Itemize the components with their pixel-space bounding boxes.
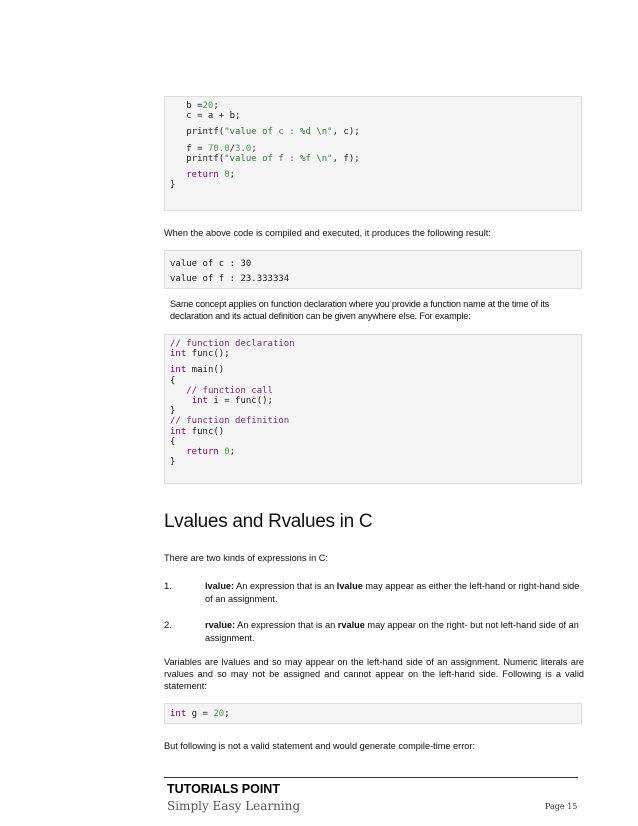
code-token: , c); [332,127,360,138]
page-number: Page 15 [545,802,578,811]
list-text: may appear on the right- but not left-hand side of an assignment. [205,620,579,643]
list-text: may appear as either the left-hand or right-hand side of an assignment. [205,581,580,604]
code-token [170,396,192,406]
code-line [170,709,576,719]
code-token: c = a + b; [170,111,241,122]
code-token [170,170,186,180]
code-token: printf( [170,153,225,164]
code-block-2 [164,334,582,484]
code-token: return [186,446,219,457]
code-line [170,154,576,164]
code-line [170,437,576,447]
code-token: } [170,180,176,191]
code-token: } [170,406,176,417]
code-line [170,111,576,121]
code-token: int [170,349,187,360]
code-line [170,365,576,375]
code-line [170,447,576,457]
code-token: 20 [202,101,214,111]
code-line [170,180,576,190]
section-heading: Lvalues and Rvalues in C [164,511,373,532]
code-token: func() [186,426,225,437]
paragraph-invalid-statement: But following is not a valid statement and would generate compile-time error: [164,741,476,751]
code-token: main() [186,365,225,376]
code-token: { [170,436,176,447]
code-token: int [191,395,208,406]
code-token: // function declaration [170,339,295,349]
code-block-1 [164,96,582,211]
code-token: b [170,101,198,111]
code-token: = [197,101,203,111]
code-token: "value of f : %f \n" [224,153,333,164]
code-token: // function call [186,385,273,396]
code-token: 3.0 [235,143,252,154]
list-item-lvalue [205,580,582,606]
code-line [170,101,576,111]
code-token: g = [186,709,214,719]
output-line: value of f : 23.333334 [170,274,290,284]
code-token: 0 [224,169,230,180]
code-token: "value of c : %d \n" [224,127,333,138]
footer-tagline: Simply Easy Learning [167,799,301,813]
code-token: 20 [213,709,225,719]
code-line [170,406,576,416]
paragraph-result-intro: When the above code is compiled and executed, it produces the following result: [164,228,491,238]
code-token: printf( [170,127,225,138]
paragraph-two-kinds: There are two kinds of expressions in C: [164,553,328,563]
code-line [170,427,576,437]
code-token: ; [229,446,236,457]
code-line [170,127,576,137]
list-number-2: 2. [164,620,172,631]
footer-divider [164,777,578,778]
code-token: { [170,375,176,386]
code-token: // function definition [170,416,290,427]
code-block-3 [164,703,582,724]
list-item-rvalue [205,619,582,645]
code-token: 70.0 [207,143,230,154]
output-line: value of c : 30 [170,259,252,269]
code-token: int [170,426,187,437]
paragraph-lvalues-explanation: Variables are lvalues and so may appear on the left-hand side of an assignment. Numeric literals are rvalues and so may not be assigned and cannot appear on the left-hand side. Following is a valid statement: [164,657,584,691]
code-token: int [170,365,187,376]
code-token: return [186,169,219,180]
list-term: lvalue: [205,581,235,591]
list-term: rvalue: [205,620,236,630]
code-token: int [170,709,187,719]
list-text: An expression that is an [235,620,338,630]
footer-brand: TUTORIALS POINT [167,782,280,796]
code-token [170,447,186,457]
code-token: ; [229,169,236,180]
code-token: } [170,457,176,468]
code-token: , f); [332,153,360,164]
list-bold-word: rvalue [337,620,365,630]
code-token: i = func(); [207,395,273,406]
code-line [170,416,576,426]
paragraph-function-declaration: Same concept applies on function declaration where you provide a function name at the time of its declaration and its actual definition can be given anywhere else. For example: [170,299,549,321]
code-line [170,386,576,396]
list-bold-word: lvalue [336,581,363,591]
code-line [170,339,576,349]
code-token: ; [251,143,257,154]
code-line [170,349,576,359]
code-token: func(); [186,349,230,360]
output-block [164,250,582,289]
list-text: An expression that is an [234,581,337,591]
code-line [170,170,576,180]
code-line [170,457,576,467]
code-token: / [229,143,236,154]
code-token: 0 [224,446,230,457]
code-line [170,396,576,406]
code-line [170,144,576,154]
code-line [170,376,576,386]
code-token: ; [213,101,219,111]
code-token [170,386,186,396]
list-number-1: 1. [164,581,172,592]
code-token: f = [170,143,208,154]
code-token: ; [224,709,230,719]
